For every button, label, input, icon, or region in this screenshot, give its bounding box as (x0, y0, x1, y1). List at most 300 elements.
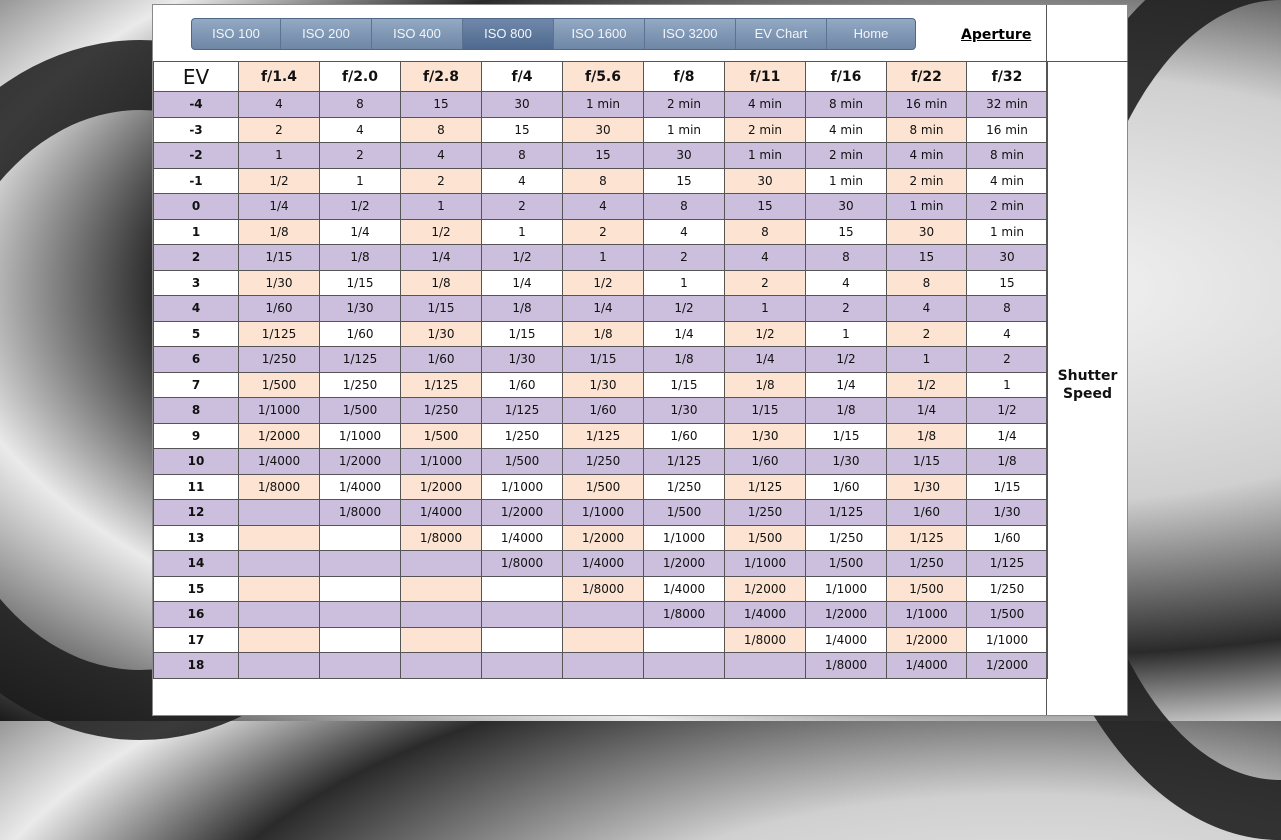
shutter-speed-cell: 15 (887, 245, 967, 271)
shutter-speed-cell: 1/4000 (401, 500, 482, 526)
table-row (154, 92, 1048, 118)
shutter-speed-cell: 1/8 (644, 347, 725, 373)
shutter-speed-cell: 1/8000 (563, 576, 644, 602)
shutter-speed-cell: 1/60 (967, 525, 1048, 551)
shutter-speed-cell: 1/1000 (806, 576, 887, 602)
shutter-speed-cell: 1/8000 (725, 627, 806, 653)
shutter-speed-cell: 1/500 (320, 398, 401, 424)
shutter-speed-cell: 1/60 (563, 398, 644, 424)
shutter-speed-cell: 1/8000 (806, 653, 887, 679)
table-row (154, 270, 1048, 296)
shutter-speed-cell (725, 653, 806, 679)
shutter-speed-cell: 2 min (725, 117, 806, 143)
shutter-speed-cell: 4 min (725, 92, 806, 118)
shutter-speed-cell: 1/8 (563, 321, 644, 347)
shutter-speed-cell: 30 (967, 245, 1048, 271)
shutter-speed-cell: 1/30 (320, 296, 401, 322)
shutter-speed-cell: 1 min (806, 168, 887, 194)
table-row (154, 525, 1048, 551)
shutter-speed-cell: 4 (725, 245, 806, 271)
shutter-speed-cell (482, 602, 563, 628)
shutter-speed-cell: 15 (806, 219, 887, 245)
ev-value: 11 (154, 474, 239, 500)
shutter-speed-cell (239, 525, 320, 551)
shutter-speed-cell: 4 min (806, 117, 887, 143)
shutter-speed-cell (563, 602, 644, 628)
shutter-speed-cell: 4 (401, 143, 482, 169)
shutter-speed-cell: 1 (482, 219, 563, 245)
shutter-speed-cell: 4 min (967, 168, 1048, 194)
shutter-speed-cell: 4 min (887, 143, 967, 169)
aperture-header-f22: f/22 (887, 62, 967, 92)
shutter-speed-cell: 2 (644, 245, 725, 271)
shutter-speed-cell: 1 min (887, 194, 967, 220)
shutter-speed-cell (320, 551, 401, 577)
shutter-speed-cell: 1/4 (401, 245, 482, 271)
shutter-speed-cell: 15 (725, 194, 806, 220)
shutter-speed-cell: 1/2 (320, 194, 401, 220)
table-row (154, 602, 1048, 628)
shutter-speed-cell: 1/30 (401, 321, 482, 347)
shutter-speed-cell: 1/1000 (563, 500, 644, 526)
table-row (154, 576, 1048, 602)
shutter-speed-cell: 1/125 (725, 474, 806, 500)
shutter-speed-cell: 1/4 (967, 423, 1048, 449)
shutter-speed-cell: 1/1000 (644, 525, 725, 551)
shutter-speed-label (1047, 367, 1128, 403)
shutter-speed-cell: 8 (401, 117, 482, 143)
nav-home-button[interactable]: Home (853, 26, 889, 41)
ev-value: -1 (154, 168, 239, 194)
shutter-speed-cell: 1/4 (563, 296, 644, 322)
shutter-speed-cell (320, 602, 401, 628)
shutter-speed-cell: 1/8000 (482, 551, 563, 577)
ev-value: 17 (154, 627, 239, 653)
shutter-speed-cell: 1/4000 (725, 602, 806, 628)
shutter-speed-cell: 1/4000 (563, 551, 644, 577)
aperture-header-f5-6: f/5.6 (563, 62, 644, 92)
shutter-speed-cell: 4 (887, 296, 967, 322)
shutter-speed-cell: 1/125 (644, 449, 725, 475)
shutter-speed-cell: 1/4 (725, 347, 806, 373)
shutter-speed-cell: 1/2 (239, 168, 320, 194)
table-row (154, 474, 1048, 500)
shutter-speed-cell: 1/30 (482, 347, 563, 373)
shutter-speed-cell: 1/250 (320, 372, 401, 398)
ev-value: 3 (154, 270, 239, 296)
aperture-link[interactable]: Aperture (961, 27, 1032, 43)
shutter-speed-cell: 30 (725, 168, 806, 194)
shutter-speed-cell (482, 627, 563, 653)
shutter-speed-cell: 1/4 (887, 398, 967, 424)
ev-value: 16 (154, 602, 239, 628)
shutter-speed-cell: 1/4 (482, 270, 563, 296)
shutter-speed-cell (482, 576, 563, 602)
shutter-speed-cell: 1/125 (563, 423, 644, 449)
shutter-speed-cell: 1/8 (806, 398, 887, 424)
shutter-speed-cell: 8 (887, 270, 967, 296)
shutter-speed-cell: 1/4000 (320, 474, 401, 500)
shutter-speed-cell: 1/2 (725, 321, 806, 347)
shutter-speed-cell (644, 653, 725, 679)
shutter-speed-cell: 1/8000 (401, 525, 482, 551)
aperture-header-f16: f/16 (806, 62, 887, 92)
shutter-speed-cell: 1/30 (239, 270, 320, 296)
shutter-speed-cell: 30 (644, 143, 725, 169)
aperture-header-f1-4: f/1.4 (239, 62, 320, 92)
shutter-speed-cell: 1/15 (967, 474, 1048, 500)
shutter-speed-cell: 1/1000 (725, 551, 806, 577)
shutter-speed-cell: 1/15 (563, 347, 644, 373)
shutter-speed-cell: 1/60 (239, 296, 320, 322)
shutter-speed-cell: 8 (320, 92, 401, 118)
shutter-speed-cell: 1 min (563, 92, 644, 118)
shutter-speed-cell: 2 (482, 194, 563, 220)
nav-ev-chart-button[interactable]: EV Chart (736, 19, 827, 49)
shutter-speed-cell (239, 576, 320, 602)
shutter-speed-cell: 1/4 (806, 372, 887, 398)
shutter-speed-cell: 1/250 (806, 525, 887, 551)
table-row (154, 627, 1048, 653)
shutter-speed-cell: 30 (887, 219, 967, 245)
shutter-speed-cell: 1/500 (482, 449, 563, 475)
shutter-speed-cell (401, 576, 482, 602)
nav-iso-100-button[interactable]: ISO 100 (192, 19, 281, 49)
shutter-label-line1: Shutter (1057, 368, 1118, 384)
shutter-speed-cell: 1/2000 (887, 627, 967, 653)
shutter-speed-cell: 1/60 (482, 372, 563, 398)
shutter-speed-cell: 1/500 (239, 372, 320, 398)
shutter-speed-cell: 1/2 (482, 245, 563, 271)
shutter-speed-cell: 15 (401, 92, 482, 118)
table-row (154, 372, 1048, 398)
shutter-speed-cell: 1/2 (887, 372, 967, 398)
shutter-speed-cell: 1/4 (239, 194, 320, 220)
table-row (154, 143, 1048, 169)
shutter-speed-cell: 1/2 (563, 270, 644, 296)
table-row (154, 551, 1048, 577)
ev-value: 0 (154, 194, 239, 220)
shutter-speed-cell: 1/30 (644, 398, 725, 424)
shutter-speed-cell: 2 (967, 347, 1048, 373)
ev-value: 4 (154, 296, 239, 322)
table-row (154, 194, 1048, 220)
shutter-speed-cell: 2 (239, 117, 320, 143)
shutter-speed-cell (239, 500, 320, 526)
shutter-speed-cell: 1/2000 (239, 423, 320, 449)
shutter-speed-cell: 1/30 (887, 474, 967, 500)
shutter-speed-cell: 2 min (967, 194, 1048, 220)
shutter-speed-cell: 1/500 (967, 602, 1048, 628)
shutter-speed-cell: 8 (725, 219, 806, 245)
shutter-speed-cell: 2 (887, 321, 967, 347)
shutter-speed-cell: 15 (967, 270, 1048, 296)
shutter-speed-cell: 1/8 (239, 219, 320, 245)
shutter-speed-cell (320, 525, 401, 551)
table-row (154, 347, 1048, 373)
table-row (154, 245, 1048, 271)
shutter-speed-column (1046, 5, 1128, 715)
table-row (154, 117, 1048, 143)
table-row (154, 321, 1048, 347)
shutter-speed-cell: 1 (401, 194, 482, 220)
shutter-speed-cell: 32 min (967, 92, 1048, 118)
shutter-speed-cell: 1/8 (967, 449, 1048, 475)
shutter-speed-cell: 1/2000 (401, 474, 482, 500)
shutter-speed-cell: 8 (806, 245, 887, 271)
shutter-speed-cell (401, 602, 482, 628)
aperture-header-f4: f/4 (482, 62, 563, 92)
ev-header: EV (154, 62, 239, 92)
shutter-speed-cell: 1/500 (725, 525, 806, 551)
shutter-speed-cell: 8 (563, 168, 644, 194)
shutter-speed-cell: 1/250 (563, 449, 644, 475)
shutter-speed-cell: 8 min (967, 143, 1048, 169)
table-row (154, 423, 1048, 449)
shutter-speed-cell: 8 min (887, 117, 967, 143)
shutter-speed-cell: 1/500 (401, 423, 482, 449)
nav-iso-800-button[interactable]: ISO 800 (463, 19, 554, 49)
shutter-speed-cell (239, 653, 320, 679)
shutter-speed-cell: 1/2 (401, 219, 482, 245)
shutter-speed-cell: 1/2000 (644, 551, 725, 577)
shutter-speed-cell: 1 (239, 143, 320, 169)
shutter-speed-cell: 1/125 (967, 551, 1048, 577)
shutter-speed-cell: 1/4 (320, 219, 401, 245)
shutter-speed-cell: 1/2 (644, 296, 725, 322)
shutter-speed-cell: 1/2000 (725, 576, 806, 602)
shutter-speed-cell: 1/30 (563, 372, 644, 398)
shutter-speed-cell: 1/250 (887, 551, 967, 577)
shutter-speed-cell: 1/8 (320, 245, 401, 271)
shutter-speed-cell: 1/2 (806, 347, 887, 373)
shutter-speed-cell: 30 (563, 117, 644, 143)
shutter-speed-cell: 2 min (806, 143, 887, 169)
shutter-speed-cell: 1/60 (401, 347, 482, 373)
shutter-speed-cell: 1/15 (401, 296, 482, 322)
shutter-speed-cell: 1/8 (725, 372, 806, 398)
ev-value: 13 (154, 525, 239, 551)
shutter-speed-cell: 4 (239, 92, 320, 118)
table-row (154, 449, 1048, 475)
shutter-speed-cell: 16 min (967, 117, 1048, 143)
shutter-speed-cell: 1/2000 (320, 449, 401, 475)
ev-value: 10 (154, 449, 239, 475)
ev-value: 18 (154, 653, 239, 679)
shutter-speed-cell: 1/8 (887, 423, 967, 449)
shutter-speed-cell: 2 (320, 143, 401, 169)
ev-chart-panel (152, 4, 1128, 716)
shutter-speed-cell: 1/15 (320, 270, 401, 296)
shutter-speed-cell: 4 (563, 194, 644, 220)
shutter-speed-cell: 1/250 (967, 576, 1048, 602)
shutter-speed-cell (563, 627, 644, 653)
shutter-speed-cell: 8 (482, 143, 563, 169)
shutter-speed-cell: 1 (887, 347, 967, 373)
shutter-speed-cell: 1/250 (482, 423, 563, 449)
shutter-speed-cell: 1/125 (401, 372, 482, 398)
shutter-speed-cell: 2 (806, 296, 887, 322)
shutter-speed-cell: 1/125 (320, 347, 401, 373)
shutter-speed-cell: 1/125 (239, 321, 320, 347)
shutter-speed-cell: 1/2000 (563, 525, 644, 551)
shutter-speed-cell: 4 (482, 168, 563, 194)
shutter-speed-cell: 4 (644, 219, 725, 245)
shutter-speed-cell (401, 653, 482, 679)
shutter-speed-cell: 1/250 (401, 398, 482, 424)
shutter-speed-cell: 8 (644, 194, 725, 220)
shutter-speed-cell: 1/4 (644, 321, 725, 347)
shutter-speed-cell: 2 (725, 270, 806, 296)
ev-value: 15 (154, 576, 239, 602)
aperture-header-row (154, 62, 1048, 92)
shutter-speed-cell: 1/60 (806, 474, 887, 500)
shutter-speed-cell: 15 (563, 143, 644, 169)
aperture-header-f2-8: f/2.8 (401, 62, 482, 92)
shutter-speed-cell: 1 min (967, 219, 1048, 245)
shutter-speed-cell: 1/60 (320, 321, 401, 347)
shutter-speed-cell: 1 min (725, 143, 806, 169)
shutter-speed-cell (320, 627, 401, 653)
shutter-speed-cell: 1/4000 (644, 576, 725, 602)
shutter-speed-cell: 1 (644, 270, 725, 296)
shutter-speed-cell: 2 min (644, 92, 725, 118)
shutter-speed-cell: 1/8 (401, 270, 482, 296)
shutter-speed-cell: 1/30 (806, 449, 887, 475)
ev-value: 14 (154, 551, 239, 577)
shutter-speed-cell: 1/1000 (887, 602, 967, 628)
aperture-header-f8: f/8 (644, 62, 725, 92)
shutter-speed-cell (239, 551, 320, 577)
shutter-speed-cell: 1/30 (725, 423, 806, 449)
shutter-speed-cell: 1/15 (239, 245, 320, 271)
shutter-speed-cell (401, 551, 482, 577)
nav-iso-3200-button[interactable]: ISO 3200 (645, 19, 736, 49)
shutter-speed-cell: 4 (320, 117, 401, 143)
shutter-speed-cell: 1/15 (644, 372, 725, 398)
shutter-speed-cell: 1/30 (967, 500, 1048, 526)
shutter-speed-cell: 1/60 (644, 423, 725, 449)
shutter-speed-cell: 1/500 (563, 474, 644, 500)
shutter-speed-cell: 1/60 (725, 449, 806, 475)
shutter-speed-cell: 1 (725, 296, 806, 322)
shutter-speed-cell: 1 (806, 321, 887, 347)
shutter-speed-cell: 1/4000 (239, 449, 320, 475)
shutter-speed-cell: 2 (563, 219, 644, 245)
shutter-speed-cell: 1/8000 (239, 474, 320, 500)
shutter-speed-cell: 30 (482, 92, 563, 118)
ev-value: 5 (154, 321, 239, 347)
shutter-speed-cell: 1/8000 (644, 602, 725, 628)
shutter-speed-cell (239, 627, 320, 653)
shutter-speed-cell: 1/1000 (320, 423, 401, 449)
shutter-speed-cell: 1/4000 (887, 653, 967, 679)
nav-iso-200-button[interactable]: ISO 200 (281, 19, 372, 49)
shutter-speed-cell (320, 653, 401, 679)
shutter-speed-cell: 1/1000 (967, 627, 1048, 653)
nav-iso-400-button[interactable]: ISO 400 (372, 19, 463, 49)
iso-nav-bar (191, 18, 916, 50)
shutter-speed-cell: 1 min (644, 117, 725, 143)
shutter-speed-cell: 1/1000 (239, 398, 320, 424)
aperture-header-f11: f/11 (725, 62, 806, 92)
shutter-speed-cell: 1/15 (725, 398, 806, 424)
shutter-speed-cell (401, 627, 482, 653)
shutter-speed-cell: 1/125 (482, 398, 563, 424)
ev-value: 8 (154, 398, 239, 424)
shutter-speed-cell: 1/15 (806, 423, 887, 449)
shutter-speed-cell: 4 (967, 321, 1048, 347)
shutter-speed-cell: 1/2000 (482, 500, 563, 526)
shutter-speed-cell: 1 (320, 168, 401, 194)
shutter-speed-cell: 16 min (887, 92, 967, 118)
ev-value: 6 (154, 347, 239, 373)
shutter-speed-cell: 1/250 (644, 474, 725, 500)
ev-value: 9 (154, 423, 239, 449)
shutter-speed-cell: 1/250 (725, 500, 806, 526)
shutter-speed-cell (320, 576, 401, 602)
shutter-speed-cell: 30 (806, 194, 887, 220)
ev-value: 12 (154, 500, 239, 526)
shutter-speed-cell: 8 min (806, 92, 887, 118)
shutter-speed-cell: 1/60 (887, 500, 967, 526)
shutter-speed-cell: 1 (967, 372, 1048, 398)
shutter-speed-cell: 1/2 (967, 398, 1048, 424)
ev-value: -2 (154, 143, 239, 169)
shutter-speed-cell: 1/125 (806, 500, 887, 526)
shutter-speed-cell: 1 (563, 245, 644, 271)
shutter-speed-cell: 1/4000 (482, 525, 563, 551)
table-row (154, 653, 1048, 679)
ev-value: 2 (154, 245, 239, 271)
table-row (154, 500, 1048, 526)
shutter-speed-cell: 1/2000 (967, 653, 1048, 679)
ev-value: 7 (154, 372, 239, 398)
nav-iso-1600-button[interactable]: ISO 1600 (554, 19, 645, 49)
table-row (154, 168, 1048, 194)
shutter-speed-cell (239, 602, 320, 628)
top-bar (153, 5, 1046, 62)
shutter-speed-cell: 2 (401, 168, 482, 194)
ev-value: 1 (154, 219, 239, 245)
table-row (154, 398, 1048, 424)
shutter-speed-cell: 1/500 (887, 576, 967, 602)
shutter-speed-cell: 1/4000 (806, 627, 887, 653)
shutter-speed-cell (482, 653, 563, 679)
shutter-label-line2: Speed (1062, 386, 1113, 402)
shutter-speed-cell: 8 (967, 296, 1048, 322)
shutter-speed-cell: 1/125 (887, 525, 967, 551)
ev-value: -3 (154, 117, 239, 143)
shutter-speed-cell (644, 627, 725, 653)
aperture-header-f2-0: f/2.0 (320, 62, 401, 92)
shutter-speed-cell: 4 (806, 270, 887, 296)
ev-value: -4 (154, 92, 239, 118)
shutter-speed-cell: 15 (644, 168, 725, 194)
shutter-speed-cell: 1/15 (482, 321, 563, 347)
shutter-speed-cell: 1/8 (482, 296, 563, 322)
shutter-speed-cell: 1/500 (806, 551, 887, 577)
shutter-speed-cell: 1/500 (644, 500, 725, 526)
shutter-speed-cell: 1/1000 (482, 474, 563, 500)
shutter-speed-cell: 1/15 (887, 449, 967, 475)
aperture-header-f32: f/32 (967, 62, 1048, 92)
shutter-speed-cell: 15 (482, 117, 563, 143)
shutter-speed-cell: 1/1000 (401, 449, 482, 475)
table-row (154, 296, 1048, 322)
right-col-top (1047, 5, 1128, 62)
shutter-speed-cell: 2 min (887, 168, 967, 194)
